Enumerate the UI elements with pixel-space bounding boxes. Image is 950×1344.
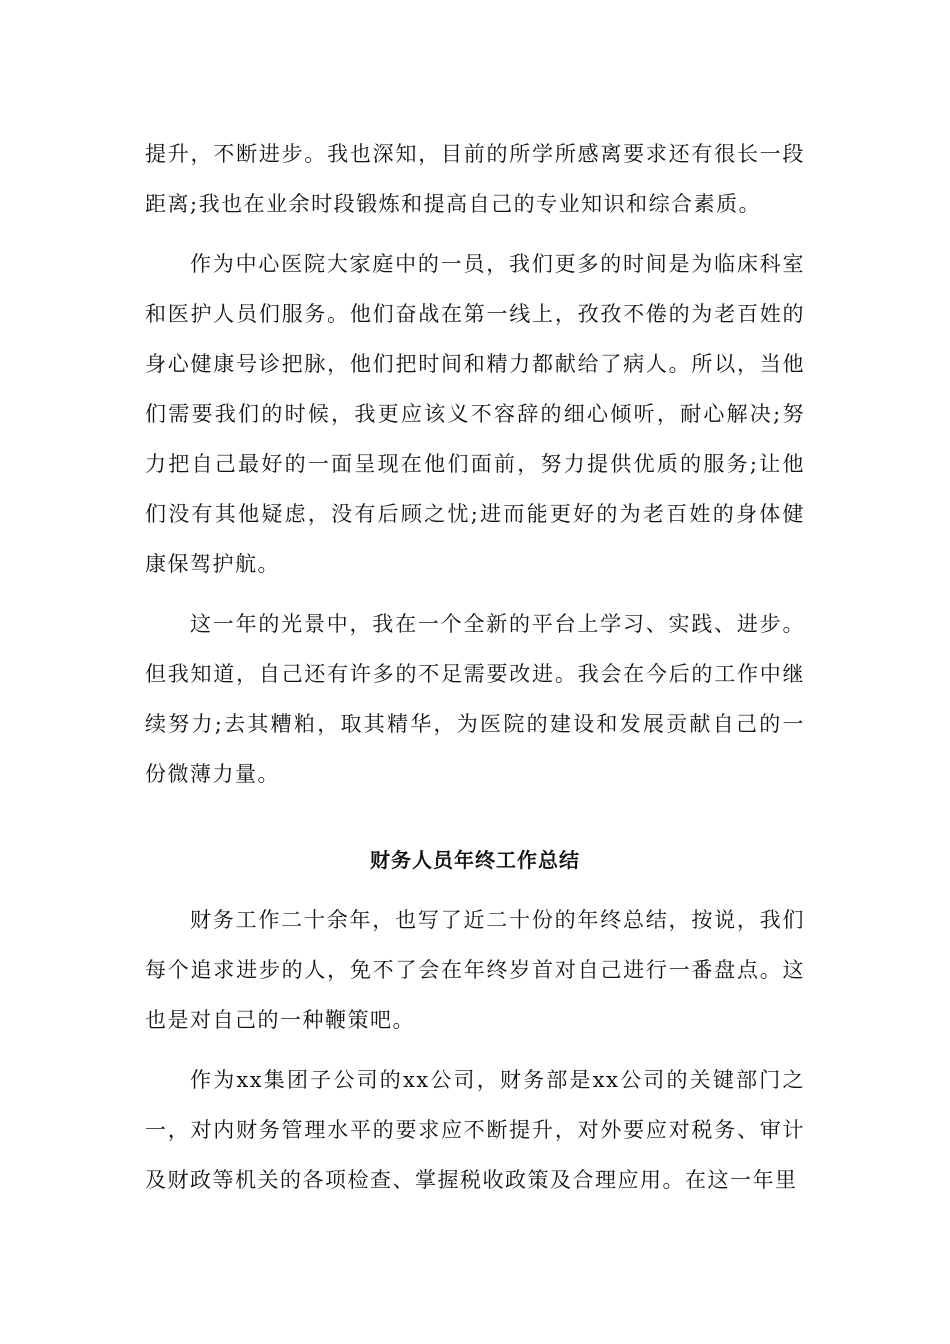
paragraph-finance-intro: 财务工作二十余年，也写了近二十份的年终总结，按说，我们每个追求进步的人，免不了会在年终岁首对自己进行一番盘点。这也是对自己的一种鞭策吧。 [145,908,805,1032]
paragraph-hospital-service: 作为中心医院大家庭中的一员，我们更多的时间是为临床科室和医护人员们服务。他们奋战在第一线上，孜孜不倦的为老百姓的身心健康号诊把脉，他们把时间和精力都献给了病人。所以，当他们需要我们的时候，我更应该义不容辞的细心倾听，耐心解决;努力把自己最好的一面呈现在他们面前，努力提供优质的服务;让他们没有其他疑虑，没有后顾之忧;进而能更好的为老百姓的身体健康保驾护航。 [145,252,805,576]
section-title: 财务人员年终工作总结 [370,848,580,872]
paragraph-year-review: 这一年的光景中，我在一个全新的平台上学习、实践、进步。但我知道，自己还有许多的不足需要改进。我会在今后的工作中继续努力;去其糟粕，取其精华，为医院的建设和发展贡献自己的一份微薄力量。 [145,612,805,786]
paragraph-continuation: 提升，不断进步。我也深知，目前的所学所感离要求还有很长一段距离;我也在业余时段锻炼和提高自己的专业知识和综合素质。 [145,142,805,216]
document-body [145,129,805,1215]
paragraph-finance-department: 作为xx集团子公司的xx公司，财务部是xx公司的关键部门之一，对内财务管理水平的要求应不断提升，对外要应对税务、审计及财政等机关的各项检查、掌握税收政策及合理应用。在这一年里 [145,1068,805,1192]
